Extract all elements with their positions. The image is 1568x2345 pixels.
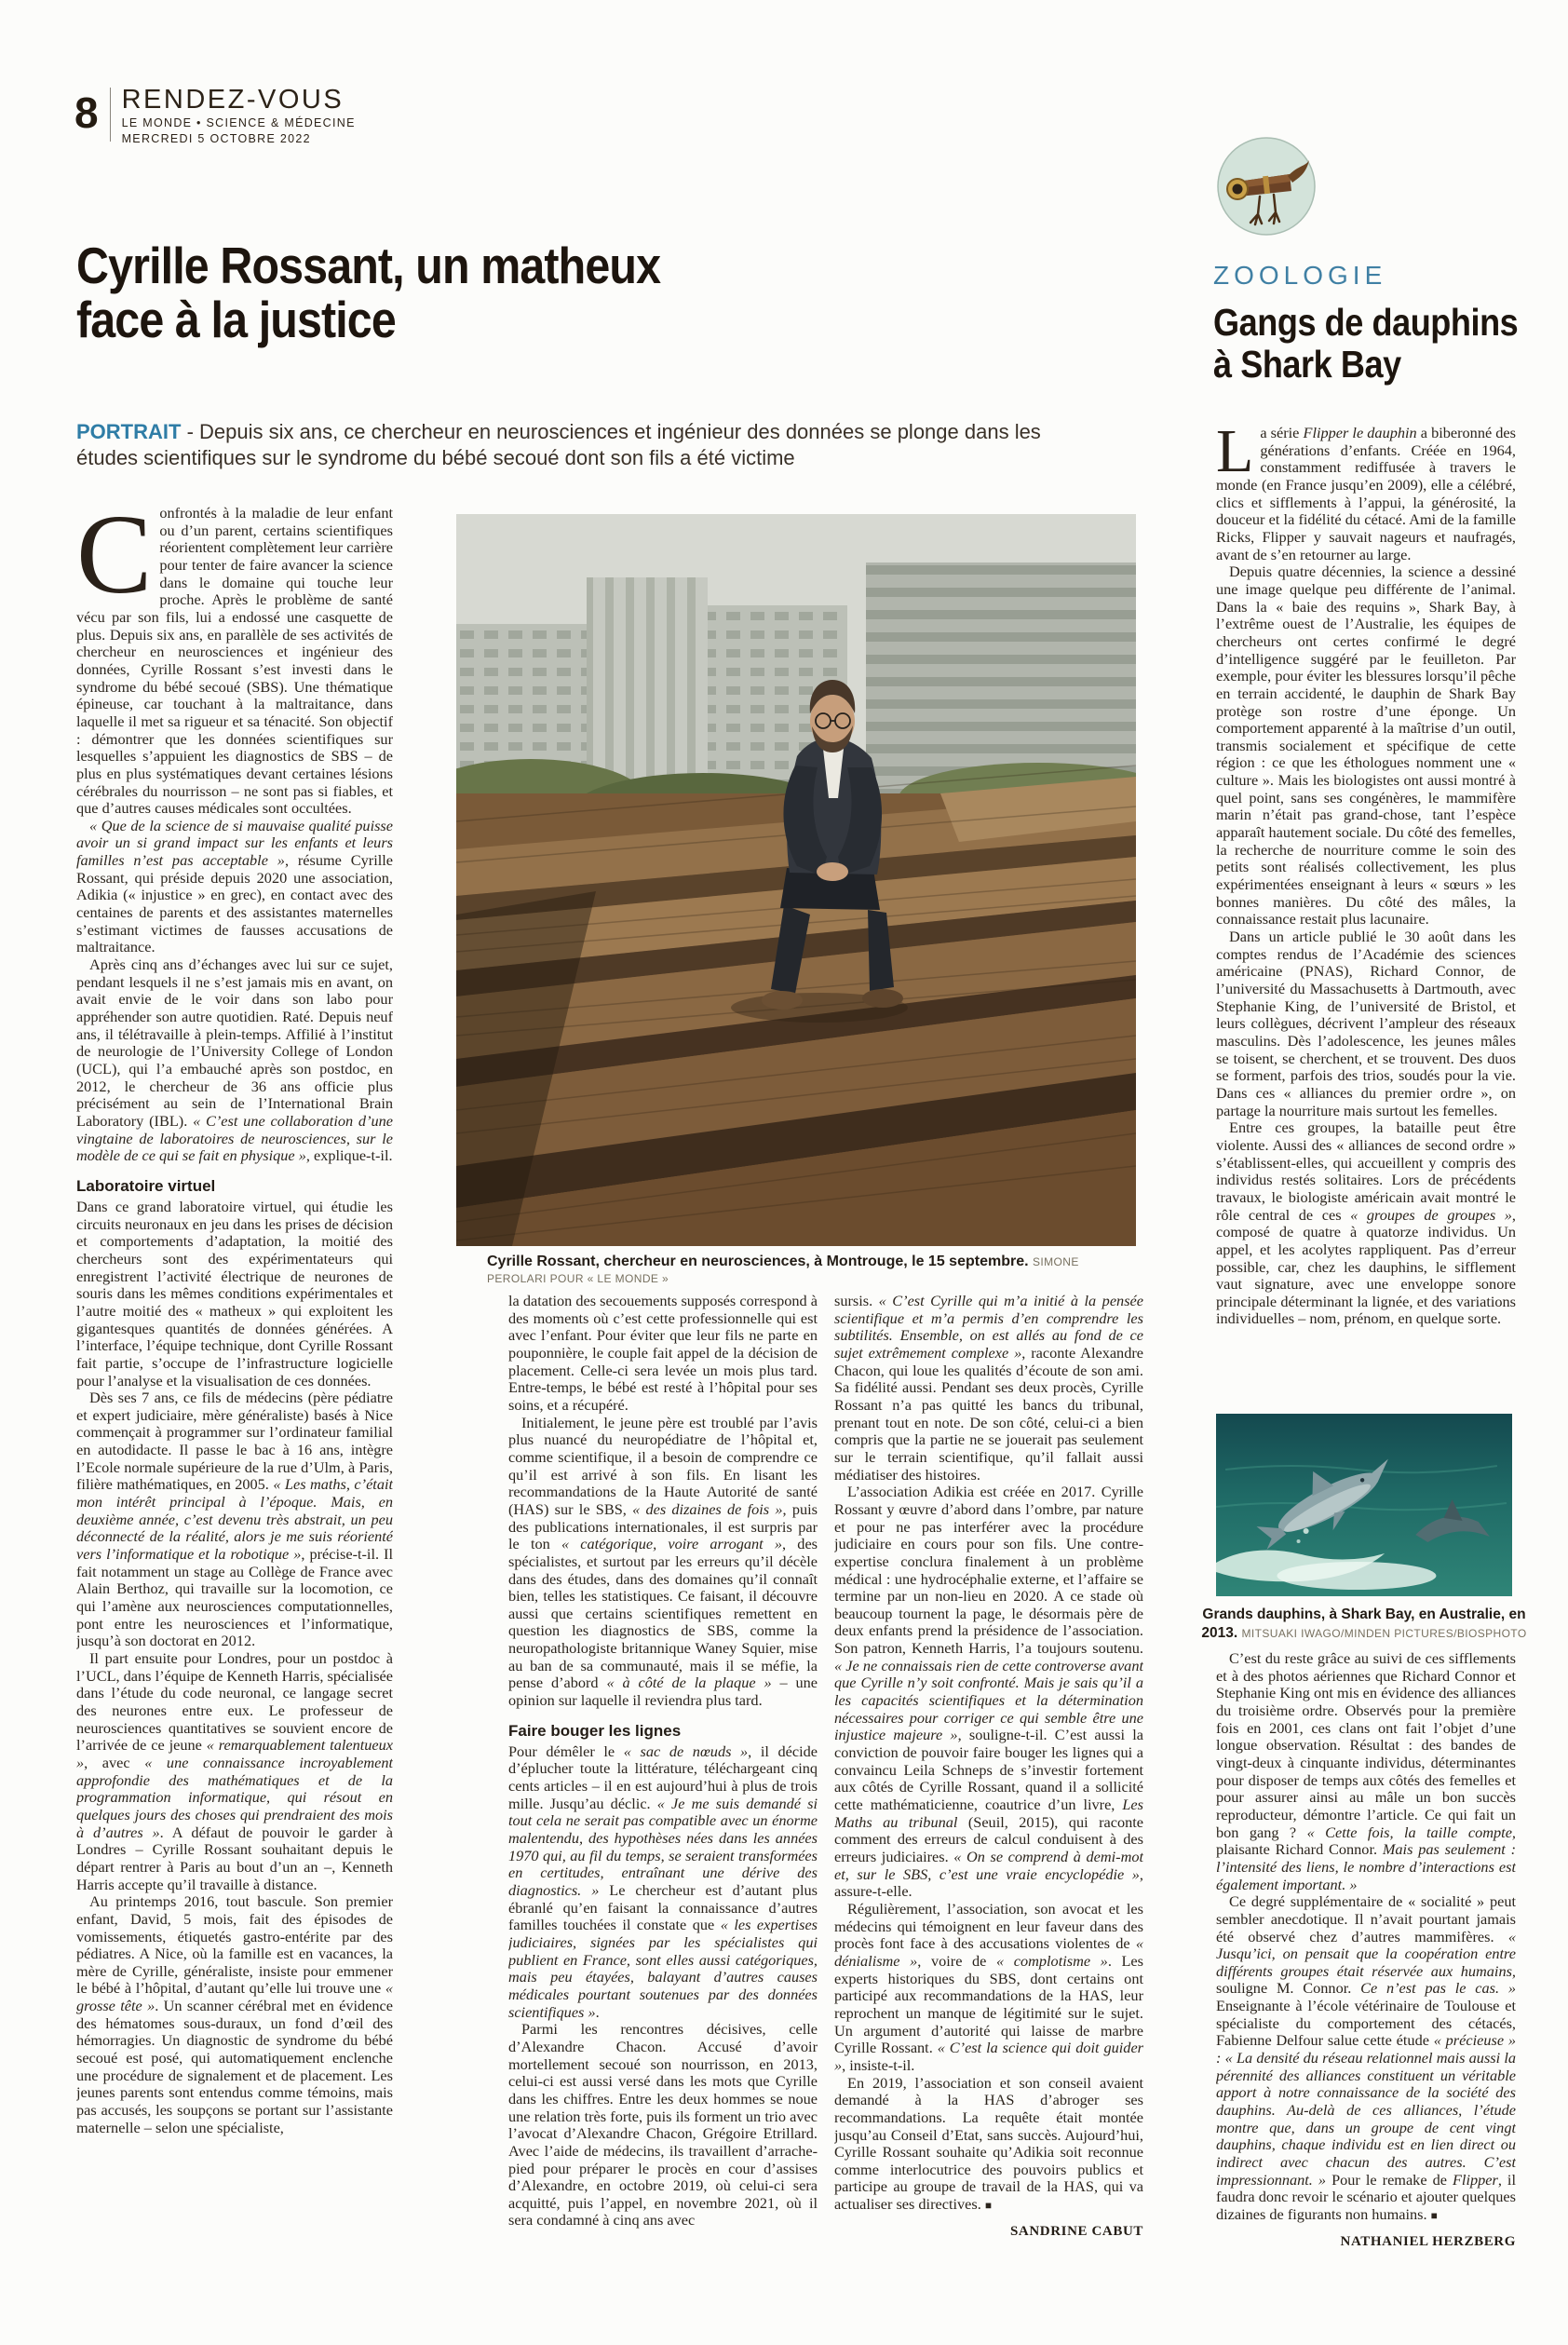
zoo-headline-line2: à Shark Bay bbox=[1213, 343, 1401, 386]
dolphin-photo-credit: MITSUAKI IWAGO/MINDEN PICTURES/BIOSPHOTO bbox=[1241, 1627, 1527, 1640]
article-column-1 bbox=[76, 505, 393, 2270]
standfirst-text: - Depuis six ans, ce chercheur en neurosciences et ingénieur des données se plonge dans les études scientifiques sur le syndrome du bébé secoué dont son fils a été victime bbox=[76, 420, 1041, 469]
zoo-caption-text: Grands dauphins, à Shark Bay, en Australie, en 2013. bbox=[1201, 1606, 1526, 1641]
publication-line: LE MONDE • SCIENCE & MÉDECINE bbox=[121, 116, 356, 129]
portrait-photo bbox=[456, 514, 1136, 1246]
column-subhead: Laboratoire virtuel bbox=[76, 1176, 216, 1195]
kicker-zoologie: ZOOLOGIE bbox=[1213, 261, 1387, 290]
body-paragraph: Parmi les rencontres décisives, celle d’Alexandre Chacon. Accusé d’avoir mortellement secoué son nourrisson, en 2013, celui-ci est aussi versé dans les mots que Cyrille dans les chiffres. Entre les deux hommes se noue une relation très forte, puis ils forment un trio avec l’avocat d’Alexandre Chacon, Grégoire Etrillard. Avec l’aide de médecins, ils travaillent d’arrache-pied pour préparer le procès en cour d’assises d’Alexandre, en octobre 2019, où celui-ci sera acquitté, puis l’appel, en novembre 2021, où il sera condamné à cinq ans avec bbox=[508, 2020, 818, 2230]
caption-text: Cyrille Rossant, chercheur en neurosciences, à Montrouge, le 15 septembre. bbox=[487, 1254, 1029, 1269]
portrait-photo-illustration bbox=[456, 514, 1136, 1246]
body-paragraph: Au printemps 2016, tout bascule. Son premier enfant, David, 5 mois, fait des épisodes de vomissements, étiquetés gastro-entérite par des pédiatres. A Nice, où la famille est en vacances, la mère de Cyrille, généraliste, insiste pour emmener le bébé à l’hôpital, d’autant qu’elle lui trouve une « grosse tête ». Un scanner cérébral met en évidence des hématomes sous-duraux, un fond d’œil des hémorragies. Un diagnostic de syndrome du bébé secoué est posé, qui automatiquement enclenche une procédure de signalement et de placement. Les jeunes parents sont entendus comme témoins, mais pas accusés, les soupçons se portant sur l’assistante maternelle – selon une spécialiste, bbox=[76, 1892, 393, 2136]
body-paragraph: Dans ce grand laboratoire virtuel, qui étudie les circuits neuronaux en jeu dans les prises de décision et comportements d’adaptation, la moitié des chercheurs sont des expérimentateurs qui enregistrent l’activité électrique de neurones de souris dans les mêmes conditions expérimentales et l’autre moitié des « matheux » qui exploitent les gigantesques quantités de données générées. A l’interface, l’équipe technique, dont Cyrille Rossant fait partie, s’occupe de l’infrastructure logicielle pour l’analyse et la visualisation de ces données. bbox=[76, 1197, 393, 1389]
zoology-headline bbox=[1213, 302, 1565, 386]
body-paragraph: Entre ces groupes, la bataille peut être violente. Aussi des « alliances de second ordre » s’établissent-elles, qui accueillent y compris des individus restés solitaires. Lors de précédents travaux, le biologiste américain avait montré le rôle central de ces « groupes de groupes », composé de quatre à quatorze individus. Un appel, et les acolytes rappliquent. Pas d’erreur possible, car, chez les dauphins, le sifflement vaut signature, avec une enveloppe sonore principale déterminant la lignée, et des variations individuelles – nom, prénom, en quelque sorte. bbox=[1216, 1118, 1516, 1328]
photo-credit: SIMONE PEROLARI POUR « LE MONDE » bbox=[487, 1255, 1079, 1285]
section-title: RENDEZ-VOUS bbox=[121, 85, 345, 115]
page-header bbox=[74, 86, 356, 145]
header-divider bbox=[110, 88, 111, 142]
end-mark: ■ bbox=[1430, 2210, 1438, 2222]
body-paragraph: En 2019, l’association et son conseil avaient demandé à la HAS d’abroger ses recommandations. La requête était montée jusqu’au Conseil d’Etat, sans succès. Aujourd’hui, Cyrille Rossant souhaite qu’Adikia soit reconnue comme interlocutrice des pouvoirs publics et participe au groupe de travail de la HAS, qui va actualiser ses directives. ■ bbox=[834, 2073, 1143, 2214]
zoo-headline-line1: Gangs de dauphins bbox=[1213, 301, 1519, 344]
masthead bbox=[122, 86, 356, 145]
body-paragraph: Ce degré supplémentaire de « socialité » peut sembler anecdotique. Il n’avait pourtant jamais été observé chez d’autres mammifères. « Jusqu’ici, on pensait que la coopération entre différents groupes était réservée aux humains, souligne M. Connor. Ce n’est pas le cas. » Enseignante à l’école vétérinaire de Toulouse et spécialiste du comportement des cétacés, Fabienne Delfour salue cette étude « précieuse » : « La densité du réseau relationnel mais aussi la pérennité des alliances constituent un véritable apport à notre connaissance de la société des dauphins. Au-delà de ces alliances, l’étude montre que, dans un groupe de cent vingt dauphins, chaque individu est en lien direct ou indirect avec chacun des autres. C’est impressionnant. » Pour le remake de Flipper, il faudra donc revoir le scénario et ajouter quelques dizaines de figurants non humains. ■ bbox=[1216, 1892, 1516, 2223]
dropcap: L bbox=[1216, 425, 1254, 485]
portrait-photo-caption bbox=[487, 1254, 1139, 1287]
zoology-column-top bbox=[1216, 425, 1516, 1406]
main-headline bbox=[76, 238, 879, 346]
body-paragraph: Confrontés à la maladie de leur enfant ou d’un parent, certains scientifiques réorientent complètement leur carrière pour tenter de faire avancer la science dans le domaine qui touche leur proche. Après le problème de santé vécu par son fils, lui a endossé une casquette de plus. Depuis six ans, en parallèle de ses activités de chercheur en neurosciences et ingénieur des données, Cyrille Rossant s’est investi dans le syndrome du bébé secoué (SBS). Une thématique épineuse, car touchant à la maltraitance, dans laquelle il met sa rigueur et sa ténacité. Son objectif : démontrer que les données scientifiques sur lesquelles s’appuient les diagnostics de SBS – de plus en plus systématiques devant certaines lésions cérébrales du nourrisson – ne sont pas si fiables, et que d’autres causes médicales sont occultées. bbox=[76, 505, 393, 818]
column-subhead: Faire bouger les lignes bbox=[508, 1721, 682, 1740]
page-number: 8 bbox=[74, 88, 99, 137]
dolphin-photo-illustration bbox=[1216, 1414, 1512, 1596]
dolphin-photo-caption bbox=[1201, 1606, 1527, 1643]
body-paragraph: Il part ensuite pour Londres, pour un postdoc à l’UCL, dans l’équipe de Kenneth Harris, spécialisée dans l’étude du code neuronal, ce langage secret des neurones entre eux. Le professeur de neurosciences quantitatives se souvient encore de l’arrivée de ce jeune « remarquablement talentueux », avec « une connaissance incroyablement approfondie des mathématiques et de la programmation informatique, qui résout en quelques jours des choses qui prendraient des mois à d’autres ». A défaut de pouvoir le garder à Londres – Cyrille Rossant souhaitant depuis le départ rentrer à Paris au bout d’un an –, Kenneth Harris accepte qu’il travaille à distance. bbox=[76, 1649, 393, 1893]
body-paragraph: sursis. « C’est Cyrille qui m’a initié à la pensée scientifique et m’a permis d’en comprendre les subtilités. Ensemble, on est allés au fond de ce sujet extrêmement complexe », raconte Alexandre Chacon, qui loue les qualités d’écoute de son ami. Sa fidélité aussi. Pendant ses deux procès, Cyrille Rossant n’a pas quitté les bancs du tribunal, prenant tout en note. De son côté, celui-ci a bien compris que la partie ne se jouerait pas seulement sur le terrain scientifique, qu’il fallait aussi médiatiser des histoires. bbox=[834, 1293, 1143, 1484]
date-line: MERCREDI 5 OCTOBRE 2022 bbox=[121, 132, 311, 145]
headline-line1: Cyrille Rossant, un matheux bbox=[76, 237, 661, 294]
kicker-portrait: PORTRAIT bbox=[76, 420, 182, 443]
dropcap: C bbox=[76, 505, 153, 617]
end-mark: ■ bbox=[984, 2200, 992, 2213]
body-paragraph: Régulièrement, l’association, son avocat et les médecins qui témoignent en leur faveur dans des procès font face à des accusations violentes de « dénialisme », voire de « complotisme ». Les experts historiques du SBS, dont certains ont participé aux recommandations de la HAS, leur reprochent un manque de légitimité sur le sujet. Un argument d’autorité qui laisse de marbre Cyrille Rossant. « C’est la science qui doit guider », insiste-t-il. bbox=[834, 1899, 1143, 2074]
body-paragraph: Depuis quatre décennies, la science a dessiné une image quelque peu différente de l’animal. Dans la « baie des requins », Shark Bay, à l’extrême ouest de l’Australie, les équipes de chercheurs ont certes confirmé le degré d’intelligence suggéré par le feuilleton. Par exemple, pour éviter les blessures lorsqu’il pêche en terrain accidenté, le dauphin de Shark Bay protège son rostre d’une éponge. Un comportement apparenté à la maîtrise d’un outil, transmis socialement et spécifique de cette région : ce que les éthologues nomment une « culture ». Mais les biologistes ont aussi montré à quel point, sans ses congénères, le mammifère marin n’était pas grand-chose, tant l’espèce apparaît hautement sociale. Du côté des femelles, la recherche de nourriture comme le soin des petits sont réalisés collectivement, les plus expérimentées enseignant à leurs « sœurs » les bonnes manières. Du côté des mâles, la connaissance restait plus lacunaire. bbox=[1216, 563, 1516, 929]
headline-line2: face à la justice bbox=[76, 291, 396, 348]
zoology-stamp-icon bbox=[1215, 135, 1318, 237]
dolphin-photo bbox=[1216, 1414, 1512, 1596]
body-paragraph: Après cinq ans d’échanges avec lui sur ce sujet, pendant lesquels il ne s’est jamais mis en avant, on avait envie de le voir dans son labo pour appréhender son autre quotidien. Raté. Depuis neuf ans, il télétravaille à plein-temps. Affilié à l’institut de neurologie de l’University College of London (UCL), qui l’a embauché après son postdoc, en 2012, le chercheur de 36 ans officie plus précisément au sein de l’International Brain Laboratory (IBL). « C’est une collaboration d’une vingtaine de laboratoires de neurosciences, sur le modèle de ce qui se fait en physique », explique-t-il. bbox=[76, 956, 393, 1165]
author-byline: SANDRINE CABUT bbox=[1009, 2223, 1143, 2238]
article-column-3 bbox=[834, 1293, 1143, 2238]
standfirst bbox=[76, 419, 1105, 470]
body-paragraph: L’association Adikia est créée en 2017. Cyrille Rossant y œuvre d’abord dans l’ombre, par nature et pour ne pas interférer avec la procédure judiciaire en cours pour son fils. Une contre-expertise conclura finalement à un problème médical : une hydrocéphalie externe, et l’affaire se termine par un non-lieu en 2020. A ce stade où beaucoup tournent la page, le désormais père de deux enfants prend la présidence de l’association. Son patron, Kenneth Harris, l’a toujours soutenu. « Je ne connaissais rien de cette controverse avant que Cyrille n’y soit confronté. Mais je sais qu’il a les capacités scientifiques et la détermination nécessaires pour corriger ce qui semble être une injustice majeure », souligne-t-il. C’est aussi la conviction de pouvoir faire bouger les lignes qui a convaincu Leila Schneps de s’investir fortement aux côtés de Cyrille Rossant, quand il a sollicité cette mathématicienne, coautrice d’un livre, Les Maths au tribunal (Seuil, 2015), qui raconte comment des erreurs de calcul conduisent à des erreurs judiciaires. « On se comprend à demi-mot et, sur le SBS, c’est une vraie encyclopédie », assure-t-elle. bbox=[834, 1483, 1143, 1901]
body-paragraph: Dès ses 7 ans, ce fils de médecins (père pédiatre et expert judiciaire, mère généraliste) basés à Nice commençait à programmer sur l’ordinateur familial en autodidacte. Il passe le bac à 16 ans, intègre l’Ecole normale supérieure de la rue d’Ulm, à Paris, filière mathématiques, en 2005. « Les maths, c’était mon intérêt principal à l’époque. Mais, en deuxième année, c’est devenu très abstrait, un peu déconnecté de la réalité, alors je me suis réorienté vers l’informatique et la robotique », précise-t-il. Il fait notamment un stage au Collège de France avec Alain Berthoz, qui travaille sur la locomotion, ce qui l’amène aux neurosciences computationnelles, pont entre les neurosciences et l’informatique, jusqu’à son doctorat en 2012. bbox=[76, 1389, 393, 1650]
author-byline: NATHANIEL HERZBERG bbox=[1340, 2233, 1516, 2249]
body-paragraph: La série Flipper le dauphin a biberonné des générations d’enfants. Créée en 1964, constamment rediffusée à travers le monde (en France jusqu’en 2009), elle a célébré, clics et sifflements à l’appui, la générosité, la douceur et la fidélité du cétacé. Ami de la famille Ricks, Flipper y sauvait nageurs et naufragés, avant de s’en retourner au large. bbox=[1216, 425, 1516, 563]
body-paragraph: C’est du reste grâce au suivi de ces sifflements et à des photos aériennes que Richard Connor et Stephanie King ont mis en évidence des alliances du troisième ordre. Observés pour la première fois en 2001, ces clans ont fait l’objet d’une longue observation. Résultat : des bandes de vingt-deux à cinquante individus, déterminantes pour disposer de temps aux côtés des femelles et pour assurer ainsi au mâle un bon succès reproducteur, démontre l’article. Ce qui fait un bon gang ? « Cette fois, la taille compte, plaisante Richard Connor. Mais pas seulement : l’intensité des liens, le nombre d’interactions est également important. » bbox=[1216, 1650, 1516, 1893]
article-column-2 bbox=[508, 1293, 818, 2238]
zoology-column-bottom bbox=[1216, 1650, 1516, 2284]
body-paragraph: « Que de la science de si mauvaise qualité puisse avoir un si grand impact sur les enfants et leurs familles n’est pas acceptable », résume Cyrille Rossant, qui préside depuis 2020 une association, Adikia (« injustice » en grec), en contact avec des centaines de parents et des assistantes maternelles s’estimant victimes de fausses accusations de maltraitance. bbox=[76, 816, 393, 956]
body-paragraph: Initialement, le jeune père est troublé par l’avis plus nuancé du neuropédiatre de l’hôpital et, comme scientifique, il a besoin de comprendre ce qu’il est arrivé à son fils. En lisant les recommandations de la Haute Autorité de santé (HAS) sur le SBS, « des dizaines de fois », puis des publications internationales, il est surpris par le ton « catégorique, voire arrogant », des spécialistes, et surtout par les erreurs qu’il décèle dans des études, dans des domaines qu’il connaît bien, telles les statistiques. Ce faisant, il découvre aussi que certains scientifiques remettent en question les diagnostics de SBS, comme la neuropathologiste britannique Waney Squier, mise au ban de sa communauté, mais il se méfie, la pense d’abord « à côté de la plaque » – une opinion sur laquelle il reviendra plus tard. bbox=[508, 1413, 818, 1710]
body-paragraph: Pour démêler le « sac de nœuds », il décide d’éplucher toute la littérature, téléchargeant cinq cents articles – il en est aujourd’hui à plus de trois mille. Jusqu’au déclic. « Je me suis demandé si tout cela ne serait pas compatible avec un énorme malentendu, des hypothèses nées dans les années 1970 qui, au fil du temps, se seraient transformées en certitudes, entraînant une dérive des diagnostics. » Le chercheur est d’autant plus ébranlé qu’en faisant la connaissance d’autres familles touchées il constate que « les expertises judiciaires, signées par les spécialistes qui publient en France, sont elles aussi catégoriques, mais peu étayées, balayant d’autres causes médicales pourtant soutenues par des données scientifiques ». bbox=[508, 1742, 818, 2021]
body-paragraph: Dans un article publié le 30 août dans les comptes rendus de l’Académie des sciences américaine (PNAS), Richard Connor, de l’université du Massachusetts à Dartmouth, avec Stephanie King, de l’université de Bristol, et leurs collègues, décrivent l’ampleur des réseaux masculins. Dès l’adolescence, les jeunes mâles se toisent, se cherchent, et se trouvent. Des duos se forment, parfois des trios, soudés pour la vie. Dans ces « alliances du premier ordre », on partage la nourriture mais surtout les femelles. bbox=[1216, 928, 1516, 1119]
body-paragraph: la datation des secouements supposés correspond à des moments où c’est cette professionnelle qui est avec l’enfant. Pour éviter que leur fils ne parte en pouponnière, le couple fait appel de la décision de placement. Celle-ci sera levée un mois plus tard. Entre-temps, le bébé est resté à l’hôpital pour ses soins, et a récupéré. bbox=[508, 1293, 818, 1414]
